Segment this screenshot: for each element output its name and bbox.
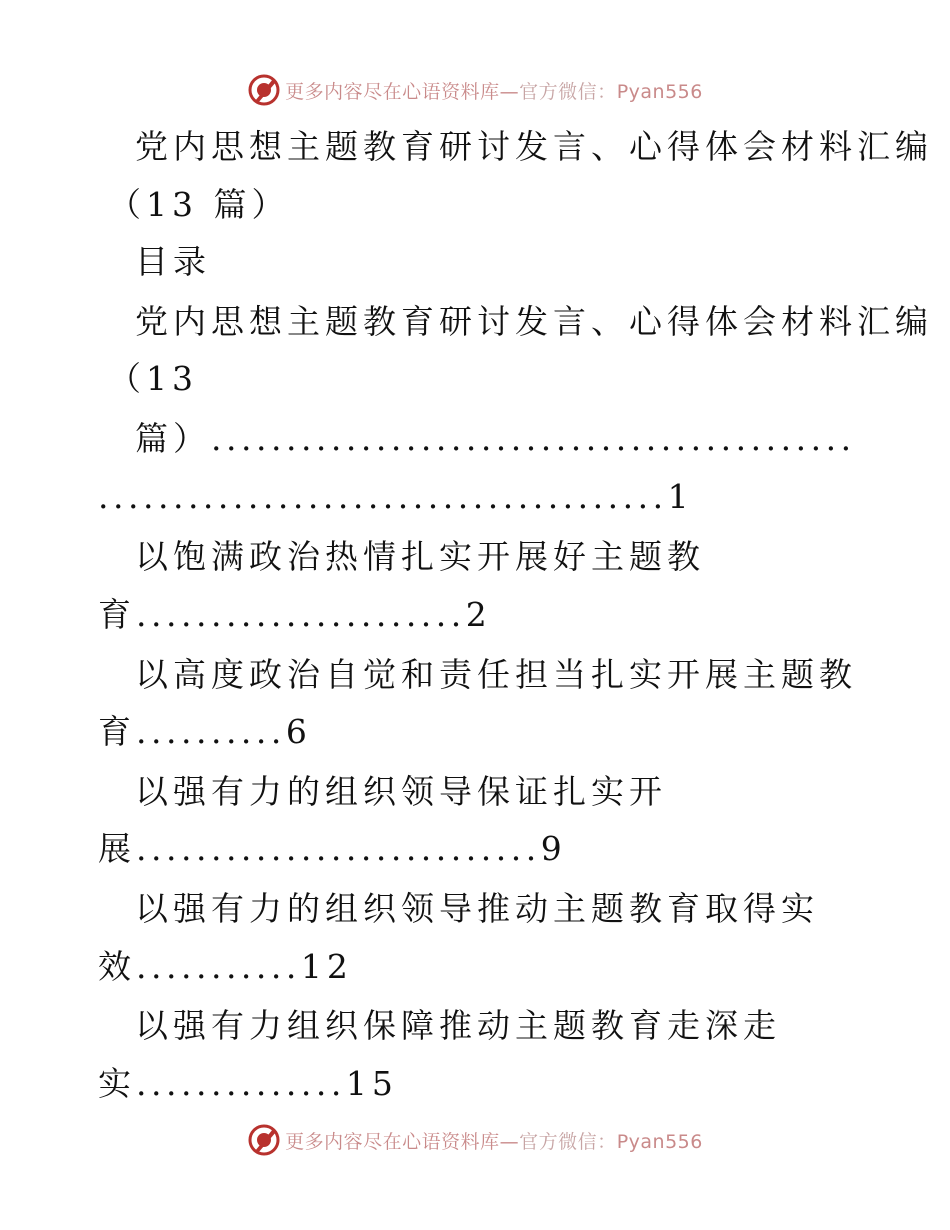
pen-logo-icon (247, 73, 281, 107)
document-title-count: （13 篇） (108, 185, 290, 224)
toc-leader-dots: ........................... (136, 829, 541, 868)
toc-entry-5-line2: 效...........12 (98, 947, 353, 986)
toc-leader-dots: ...................................... (98, 477, 668, 516)
toc-page-number: 1 (667, 477, 694, 516)
toc-page-number: 15 (345, 1064, 398, 1103)
footer-banner (0, 1120, 950, 1160)
toc-entry-1-line1: 党内思想主题教育研讨发言、心得体会材料汇编 (135, 302, 933, 341)
toc-entry-2-line2: 育......................2 (98, 595, 492, 634)
toc-entry-5-line1: 以强有力的组织领导推动主题教育取得实 (135, 889, 819, 928)
toc-entry-1-line3: 篇）........................................... (135, 419, 856, 458)
toc-page-number: 6 (285, 712, 312, 751)
header-banner (0, 70, 950, 110)
banner-text: 更多内容尽在心语资料库—官方微信：Pyan556 (285, 1130, 703, 1153)
toc-page-number: 12 (300, 947, 353, 986)
toc-entry-4-line1: 以强有力的组织领导保证扎实开 (135, 772, 667, 811)
toc-leader-dots: .......... (136, 712, 286, 751)
toc-entry-6-line2: 实..............15 (98, 1064, 398, 1103)
toc-entry-4-line2: 展...........................9 (98, 829, 567, 868)
toc-leader-dots: ........... (136, 947, 301, 986)
toc-leader-dots: ...................... (136, 595, 466, 634)
toc-entry-3-line1: 以高度政治自觉和责任担当扎实开展主题教 (135, 655, 857, 694)
toc-leader-dots: ........................................... (211, 419, 856, 458)
toc-page-number: 2 (465, 595, 492, 634)
toc-entry-6-line1: 以强有力组织保障推动主题教育走深走 (135, 1006, 781, 1045)
document-title: 党内思想主题教育研讨发言、心得体会材料汇编 (135, 127, 933, 166)
toc-entry-1-line4 (0, 475, 950, 519)
toc-entry-3-line2: 育..........6 (98, 712, 312, 751)
toc-page-number: 9 (540, 829, 567, 868)
toc-leader-dots: .............. (136, 1064, 346, 1103)
pen-logo-icon (247, 1123, 281, 1157)
toc-entry-2-line1: 以饱满政治热情扎实开展好主题教 (135, 537, 705, 576)
toc-heading: 目录 (135, 242, 211, 281)
toc-entry-1-line2: （13 (108, 359, 198, 398)
banner-text: 更多内容尽在心语资料库—官方微信：Pyan556 (285, 80, 703, 103)
